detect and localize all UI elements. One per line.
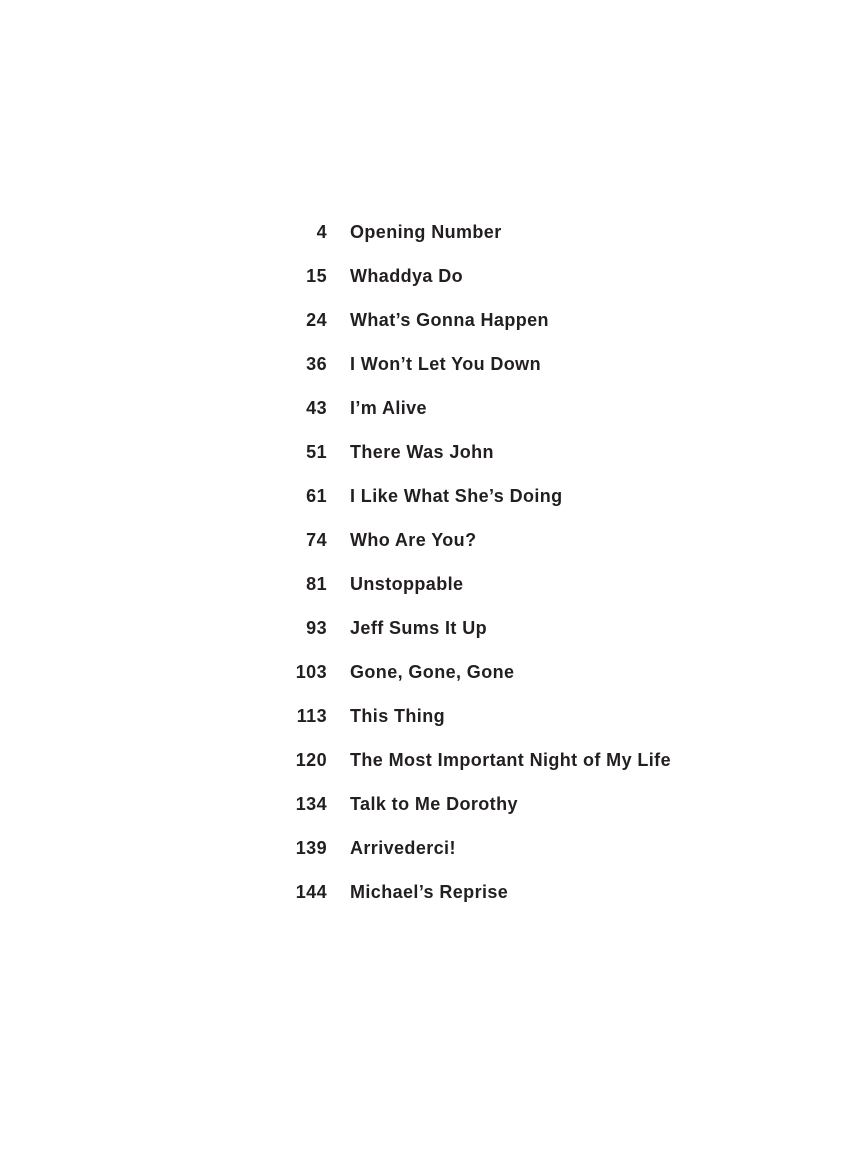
toc-title: Who Are You? xyxy=(350,529,477,550)
toc-title: I Like What She’s Doing xyxy=(350,485,563,506)
toc-title: Michael’s Reprise xyxy=(350,881,509,902)
toc-title: Arrivederci! xyxy=(350,837,456,858)
toc-page-number: 134 xyxy=(295,793,327,814)
toc-title: Gone, Gone, Gone xyxy=(350,661,515,682)
toc-page-number: 93 xyxy=(306,617,327,638)
toc-title: Jeff Sums It Up xyxy=(350,617,488,638)
toc-entry xyxy=(0,562,864,606)
toc-page-number: 36 xyxy=(306,353,327,374)
toc-page-number: 113 xyxy=(296,705,327,726)
toc-page-number: 74 xyxy=(306,529,327,550)
toc-page-number: 139 xyxy=(295,837,327,858)
toc-entry xyxy=(0,606,864,650)
toc-entry xyxy=(0,430,864,474)
toc-page-number: 144 xyxy=(295,881,327,902)
toc-entry xyxy=(0,694,864,738)
toc-entry xyxy=(0,650,864,694)
toc-page-number: 43 xyxy=(306,397,327,418)
toc-entry xyxy=(0,342,864,386)
toc-title: I Won’t Let You Down xyxy=(350,353,541,374)
toc-title: This Thing xyxy=(350,705,445,726)
toc-entry xyxy=(0,298,864,342)
toc-title: Talk to Me Dorothy xyxy=(350,793,518,814)
toc-title: The Most Important Night of My Life xyxy=(350,749,671,770)
toc-page-number: 61 xyxy=(306,485,327,506)
toc-page-number: 51 xyxy=(306,441,327,462)
toc-entry xyxy=(0,210,864,254)
toc-title: There Was John xyxy=(350,441,494,462)
toc-entry xyxy=(0,518,864,562)
toc-title: Whaddya Do xyxy=(350,265,464,286)
toc-page-number: 15 xyxy=(306,265,327,286)
toc-entry xyxy=(0,474,864,518)
toc-entry xyxy=(0,738,864,782)
toc-entry xyxy=(0,870,864,914)
toc-title: What’s Gonna Happen xyxy=(350,309,549,330)
toc-title: I’m Alive xyxy=(350,397,427,418)
toc-page-number: 24 xyxy=(306,309,327,330)
table-of-contents xyxy=(0,210,864,914)
toc-title: Unstoppable xyxy=(350,573,464,594)
toc-page-number: 120 xyxy=(295,749,327,770)
toc-entry xyxy=(0,782,864,826)
toc-page-number: 4 xyxy=(316,221,327,242)
toc-page-number: 103 xyxy=(295,661,327,682)
toc-page-number: 81 xyxy=(306,573,327,594)
toc-entry xyxy=(0,826,864,870)
toc-entry xyxy=(0,254,864,298)
toc-title: Opening Number xyxy=(350,221,502,242)
toc-entry xyxy=(0,386,864,430)
